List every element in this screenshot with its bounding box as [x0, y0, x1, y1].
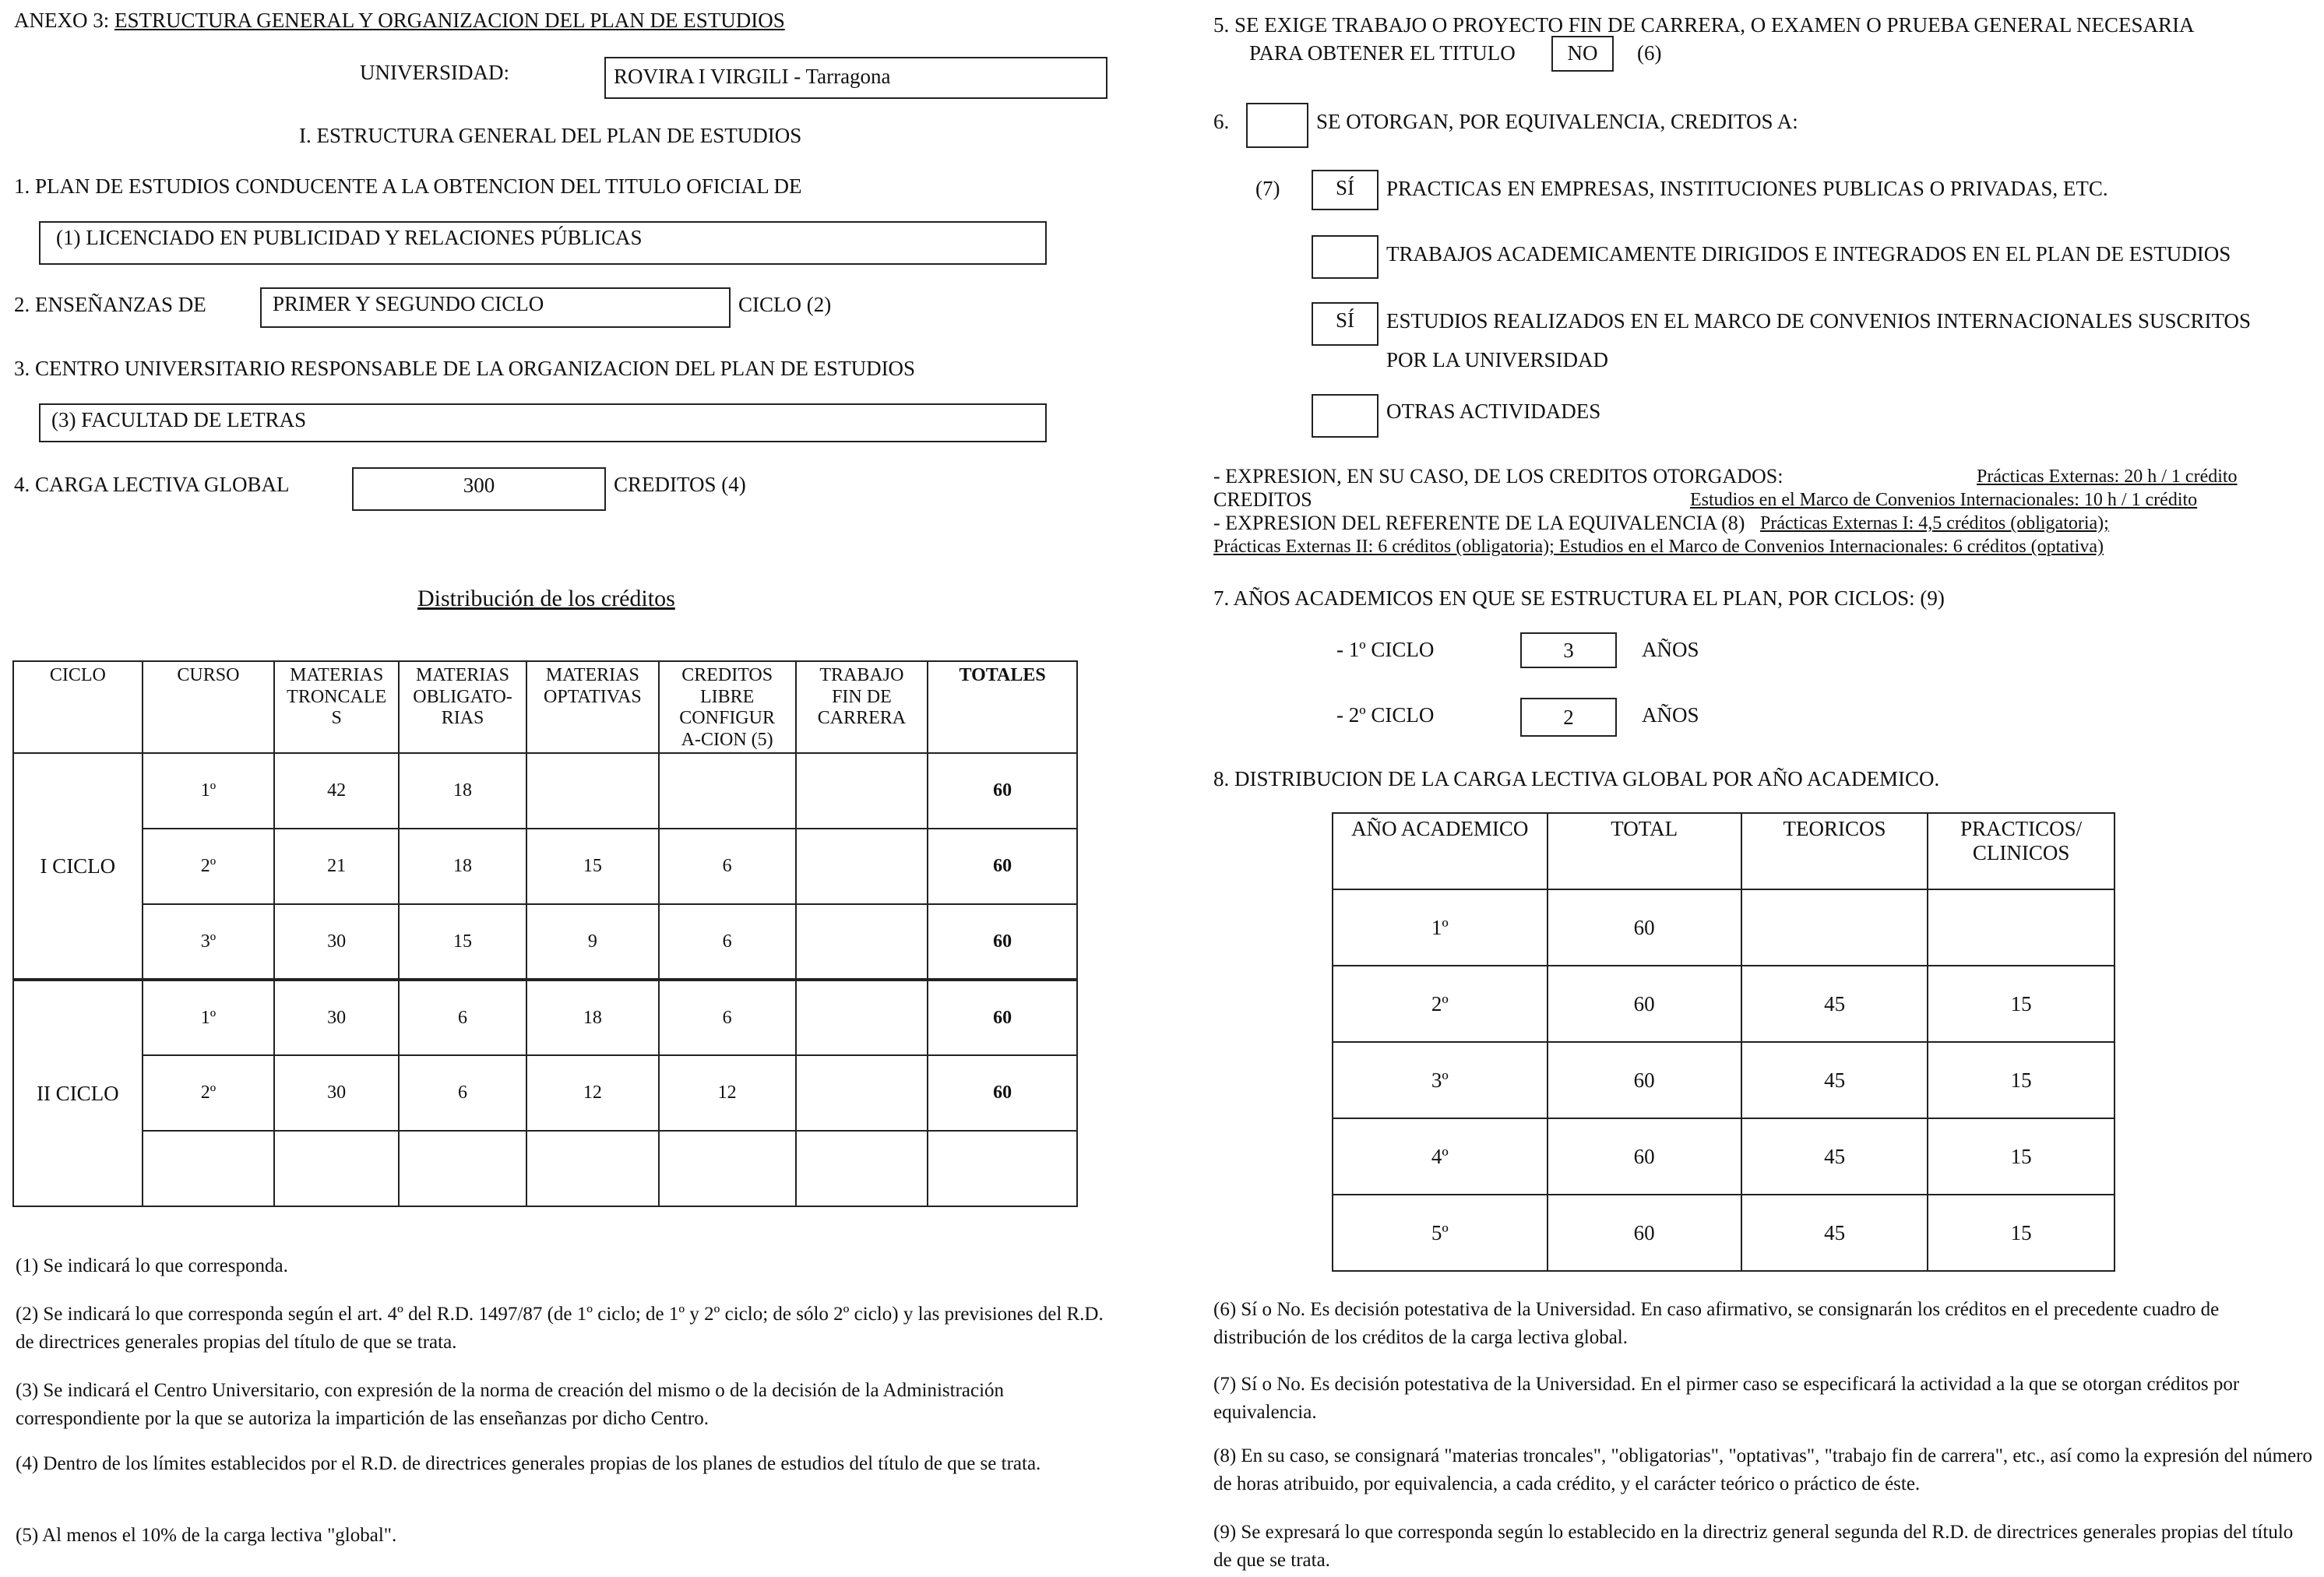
cell-year: 5º	[1333, 1195, 1548, 1271]
cell-libre	[659, 753, 796, 829]
item6-ref: (7)	[1255, 177, 1280, 200]
header-libre-configuracion: CREDITOS LIBRE CONFIGUR A-CION (5)	[659, 661, 796, 753]
degree-value: (1) LICENCIADO EN PUBLICIDAD Y RELACIONES PÚBLICAS	[56, 226, 643, 249]
footnote: (3) Se indicará el Centro Universitario, con expresión de la norma de creación del mismo o de la decisión de la Administración correspondiente por la que se autoriza la impartición de las enseñanzas por dicho Centro.	[16, 1380, 1005, 1430]
table-header-row	[1333, 813, 2114, 889]
table-row	[1333, 1042, 2114, 1118]
cell-theoretical	[1741, 889, 1928, 966]
footnote: (7) Sí o No. Es decisión potestativa de la Universidad. En el pirmer caso se especificará la actividad a la que se otorgan créditos por equivalencia.	[1213, 1374, 2240, 1424]
cell-troncales: 30	[274, 980, 399, 1055]
cell-total: 60	[1548, 1195, 1741, 1271]
cell-curso	[143, 1131, 275, 1206]
university-value: ROVIRA I VIRGILI - Tarragona	[614, 65, 891, 88]
item4-suffix: CREDITOS (4)	[614, 473, 746, 496]
cell-trabajo	[796, 904, 928, 980]
header-total: TOTAL	[1548, 813, 1741, 889]
table-row	[13, 753, 1077, 829]
cell-trabajo	[796, 829, 928, 904]
cell-curso: 1º	[143, 980, 275, 1055]
cell-trabajo	[796, 753, 928, 829]
equivalence-reference-value-a: Prácticas Externas I: 4,5 créditos (obligatoria);	[1760, 513, 2109, 533]
cell-troncales: 30	[274, 904, 399, 980]
university-label: UNIVERSIDAD:	[360, 61, 509, 84]
cell-total: 60	[1548, 1118, 1741, 1195]
header-troncales: MATERIAS TRONCALE S	[274, 661, 399, 753]
annex-prefix: ANEXO 3:	[14, 9, 114, 32]
teaching-field	[260, 287, 731, 328]
cell-totales: 60	[928, 980, 1077, 1055]
cycle-years-value: 2	[1563, 706, 1574, 729]
credits-expression-value-a: Prácticas Externas: 20 h / 1 crédito	[1977, 466, 2238, 487]
cell-curso: 2º	[143, 829, 275, 904]
credits-expression-label: - EXPRESION, EN SU CASO, DE LOS CREDITOS OTORGADOS:	[1213, 465, 1783, 488]
header-practical: PRACTICOS/ CLINICOS	[1928, 813, 2114, 889]
cell-totales: 60	[928, 829, 1077, 904]
equivalence-label: ESTUDIOS REALIZADOS EN EL MARCO DE CONVENIOS INTERNACIONALES SUSCRITOS	[1386, 309, 2252, 333]
header-theoretical: TEORICOS	[1741, 813, 1928, 889]
item5-line2: PARA OBTENER EL TITULO	[1249, 41, 1516, 65]
cell-obligatorias	[399, 1131, 526, 1206]
cell-curso: 2º	[143, 1055, 275, 1131]
item2-label: 2. ENSEÑANZAS DE	[14, 293, 206, 316]
cell-obligatorias: 18	[399, 829, 526, 904]
cell-total: 60	[1548, 966, 1741, 1042]
header-optativas: MATERIAS OPTATIVAS	[526, 661, 659, 753]
footnote: (8) En su caso, se consignará "materias troncales", "obligatorias", "optativas", "trabajo fin de carrera", etc., así como la expresión del número de horas atribuido, por equivalencia, a cada crédito, y el carácter teórico o práctico de éste.	[1213, 1445, 2313, 1495]
cycle-years-box	[1520, 698, 1617, 737]
cycle-years-box	[1520, 632, 1617, 668]
cell-year: 1º	[1333, 889, 1548, 966]
cell-optativas: 15	[526, 829, 659, 904]
footnote: (1) Se indicará lo que corresponda.	[16, 1255, 288, 1276]
credits-distribution-table	[12, 660, 1078, 1207]
center-field	[39, 403, 1047, 442]
credits-expression-value-b: Estudios en el Marco de Convenios Internacionales: 10 h / 1 crédito	[1690, 490, 2198, 510]
footnote: (2) Se indicará lo que corresponda según el art. 4º del R.D. 1497/87 (de 1º ciclo; de 1º y 2º ciclo; de sólo 2º ciclo) y las previsiones del R.D. de directrices generales propias del título de que se trata.	[16, 1304, 1104, 1353]
cycle-label: - 1º CICLO	[1336, 638, 1435, 661]
item6-num: 6.	[1213, 110, 1230, 133]
section-title: I. ESTRUCTURA GENERAL DEL PLAN DE ESTUDIOS	[299, 124, 802, 147]
cell-totales	[928, 1131, 1077, 1206]
cell-optativas: 12	[526, 1055, 659, 1131]
cell-total: 60	[1548, 1042, 1741, 1118]
item5-suffix: (6)	[1637, 41, 1662, 65]
header-obligatorias: MATERIAS OBLIGATO- RIAS	[399, 661, 526, 753]
equivalence-reference-label: - EXPRESION DEL REFERENTE DE LA EQUIVALENCIA (8)	[1213, 512, 1745, 534]
credits-expression-label2: CREDITOS	[1213, 488, 1312, 511]
equivalence-mark: SÍ	[1335, 176, 1354, 199]
cell-libre	[659, 1131, 796, 1206]
footnote: (4) Dentro de los límites establecidos por el R.D. de directrices generales propias de los planes de estudios del título de que se trata.	[16, 1453, 1041, 1474]
cycle-label: I CICLO	[13, 753, 143, 980]
cell-libre: 12	[659, 1055, 796, 1131]
cell-libre: 6	[659, 980, 796, 1055]
cell-troncales: 42	[274, 753, 399, 829]
cell-year: 4º	[1333, 1118, 1548, 1195]
item3-label: 3. CENTRO UNIVERSITARIO RESPONSABLE DE LA ORGANIZACION DEL PLAN DE ESTUDIOS	[14, 357, 916, 380]
teaching-value: PRIMER Y SEGUNDO CICLO	[273, 292, 544, 315]
cell-trabajo	[796, 1055, 928, 1131]
cell-optativas	[526, 753, 659, 829]
equivalence-mark	[1313, 237, 1377, 241]
header-trabajo: TRABAJO FIN DE CARRERA	[796, 661, 928, 753]
equivalence-label: TRABAJOS ACADEMICAMENTE DIRIGIDOS E INTEGRADOS EN EL PLAN DE ESTUDIOS	[1386, 242, 2231, 266]
cell-practical: 15	[1928, 1042, 2114, 1118]
cell-obligatorias: 6	[399, 980, 526, 1055]
table-header-row	[13, 661, 1077, 753]
cell-curso: 1º	[143, 753, 275, 829]
equivalence-mark	[1313, 396, 1377, 400]
cell-obligatorias: 6	[399, 1055, 526, 1131]
cell-year: 2º	[1333, 966, 1548, 1042]
cell-practical: 15	[1928, 1195, 2114, 1271]
cell-curso: 3º	[143, 904, 275, 980]
table-row	[13, 980, 1077, 1055]
annex-title: ESTRUCTURA GENERAL Y ORGANIZACION DEL PLAN DE ESTUDIOS	[114, 9, 785, 32]
cell-optativas: 18	[526, 980, 659, 1055]
cell-total: 60	[1548, 889, 1741, 966]
cycle-label: II CICLO	[13, 980, 143, 1206]
header-totales: TOTALES	[928, 661, 1077, 753]
university-field	[604, 57, 1107, 99]
equivalence-reference-value-b: Prácticas Externas II: 6 créditos (obligatoria); Estudios en el Marco de Convenios Internacionales: 6 créditos (optativa)	[1213, 537, 2104, 557]
equivalence-mark-box	[1312, 394, 1379, 438]
item6-label: SE OTORGAN, POR EQUIVALENCIA, CREDITOS A:	[1316, 110, 1798, 133]
cell-theoretical: 45	[1741, 1118, 1928, 1195]
table-row	[13, 1131, 1077, 1206]
center-value: (3) FACULTAD DE LETRAS	[51, 408, 307, 431]
table-row	[1333, 966, 2114, 1042]
cell-theoretical: 45	[1741, 1195, 1928, 1271]
cycle-years-value: 3	[1563, 639, 1574, 662]
cell-theoretical: 45	[1741, 966, 1928, 1042]
cell-obligatorias: 15	[399, 904, 526, 980]
final-project-value: NO	[1567, 41, 1598, 65]
equivalence-mark-box	[1312, 235, 1379, 279]
header-year: AÑO ACADEMICO	[1333, 813, 1548, 889]
cell-trabajo	[796, 980, 928, 1055]
cell-troncales: 21	[274, 829, 399, 904]
cell-troncales: 30	[274, 1055, 399, 1131]
cell-theoretical: 45	[1741, 1042, 1928, 1118]
header-ciclo: CICLO	[13, 661, 143, 753]
item2-suffix: CICLO (2)	[738, 293, 832, 316]
item7-label: 7. AÑOS ACADEMICOS EN QUE SE ESTRUCTURA EL PLAN, POR CICLOS: (9)	[1213, 586, 1945, 610]
item5-line1: 5. SE EXIGE TRABAJO O PROYECTO FIN DE CARRERA, O EXAMEN O PRUEBA GENERAL NECESARIA	[1213, 13, 2195, 37]
equivalence-label: PRACTICAS EN EMPRESAS, INSTITUCIONES PUBLICAS O PRIVADAS, ETC.	[1386, 177, 2108, 200]
cell-practical	[1928, 889, 2114, 966]
cell-libre: 6	[659, 904, 796, 980]
equivalence-label-cont: POR LA UNIVERSIDAD	[1386, 348, 1609, 371]
item8-label: 8. DISTRIBUCION DE LA CARGA LECTIVA GLOBAL POR AÑO ACADEMICO.	[1213, 767, 1940, 790]
annual-load-table	[1332, 812, 2115, 1272]
footnote: (6) Sí o No. Es decisión potestativa de la Universidad. En caso afirmativo, se consignarán los créditos en el precedente cuadro de distribución de los créditos de la carga lectiva global.	[1213, 1299, 2220, 1349]
cell-obligatorias: 18	[399, 753, 526, 829]
cell-totales: 60	[928, 753, 1077, 829]
cell-practical: 15	[1928, 1118, 2114, 1195]
equivalence-mark: SÍ	[1335, 308, 1354, 332]
equivalence-mark-box	[1312, 170, 1379, 210]
table-row	[1333, 889, 2114, 966]
table-row	[1333, 1195, 2114, 1271]
cycle-years-unit: AÑOS	[1642, 703, 1699, 727]
cycle-label: - 2º CICLO	[1336, 703, 1435, 727]
table-row	[13, 1055, 1077, 1131]
cell-year: 3º	[1333, 1042, 1548, 1118]
cell-optativas	[526, 1131, 659, 1206]
cell-totales: 60	[928, 904, 1077, 980]
credits-value: 300	[463, 473, 495, 497]
item4-label: 4. CARGA LECTIVA GLOBAL	[14, 473, 290, 496]
table-row	[13, 904, 1077, 980]
footnote: (9) Se expresará lo que corresponda según lo establecido en la directriz general segunda del R.D. de directrices generales propias del título de que se trata.	[1213, 1522, 2294, 1572]
cycle-years-unit: AÑOS	[1642, 638, 1699, 661]
cell-libre: 6	[659, 829, 796, 904]
item1-label: 1. PLAN DE ESTUDIOS CONDUCENTE A LA OBTENCION DEL TITULO OFICIAL DE	[14, 174, 802, 198]
cell-totales: 60	[928, 1055, 1077, 1131]
annex-heading	[14, 8, 785, 33]
final-project-field	[1551, 36, 1614, 72]
degree-field	[39, 221, 1047, 265]
credits-field	[352, 467, 606, 511]
footnote: (5) Al menos el 10% de la carga lectiva "global".	[16, 1525, 397, 1546]
cell-trabajo	[796, 1131, 928, 1206]
distribution-title: Distribución de los créditos	[417, 586, 675, 611]
equivalence-mark-box	[1312, 302, 1379, 346]
cell-practical: 15	[1928, 966, 2114, 1042]
table-row	[13, 829, 1077, 904]
table-row	[1333, 1118, 2114, 1195]
equivalence-checkbox	[1246, 103, 1308, 148]
header-curso: CURSO	[143, 661, 275, 753]
equivalence-label: OTRAS ACTIVIDADES	[1386, 400, 1601, 423]
cell-troncales	[274, 1131, 399, 1206]
cell-optativas: 9	[526, 904, 659, 980]
